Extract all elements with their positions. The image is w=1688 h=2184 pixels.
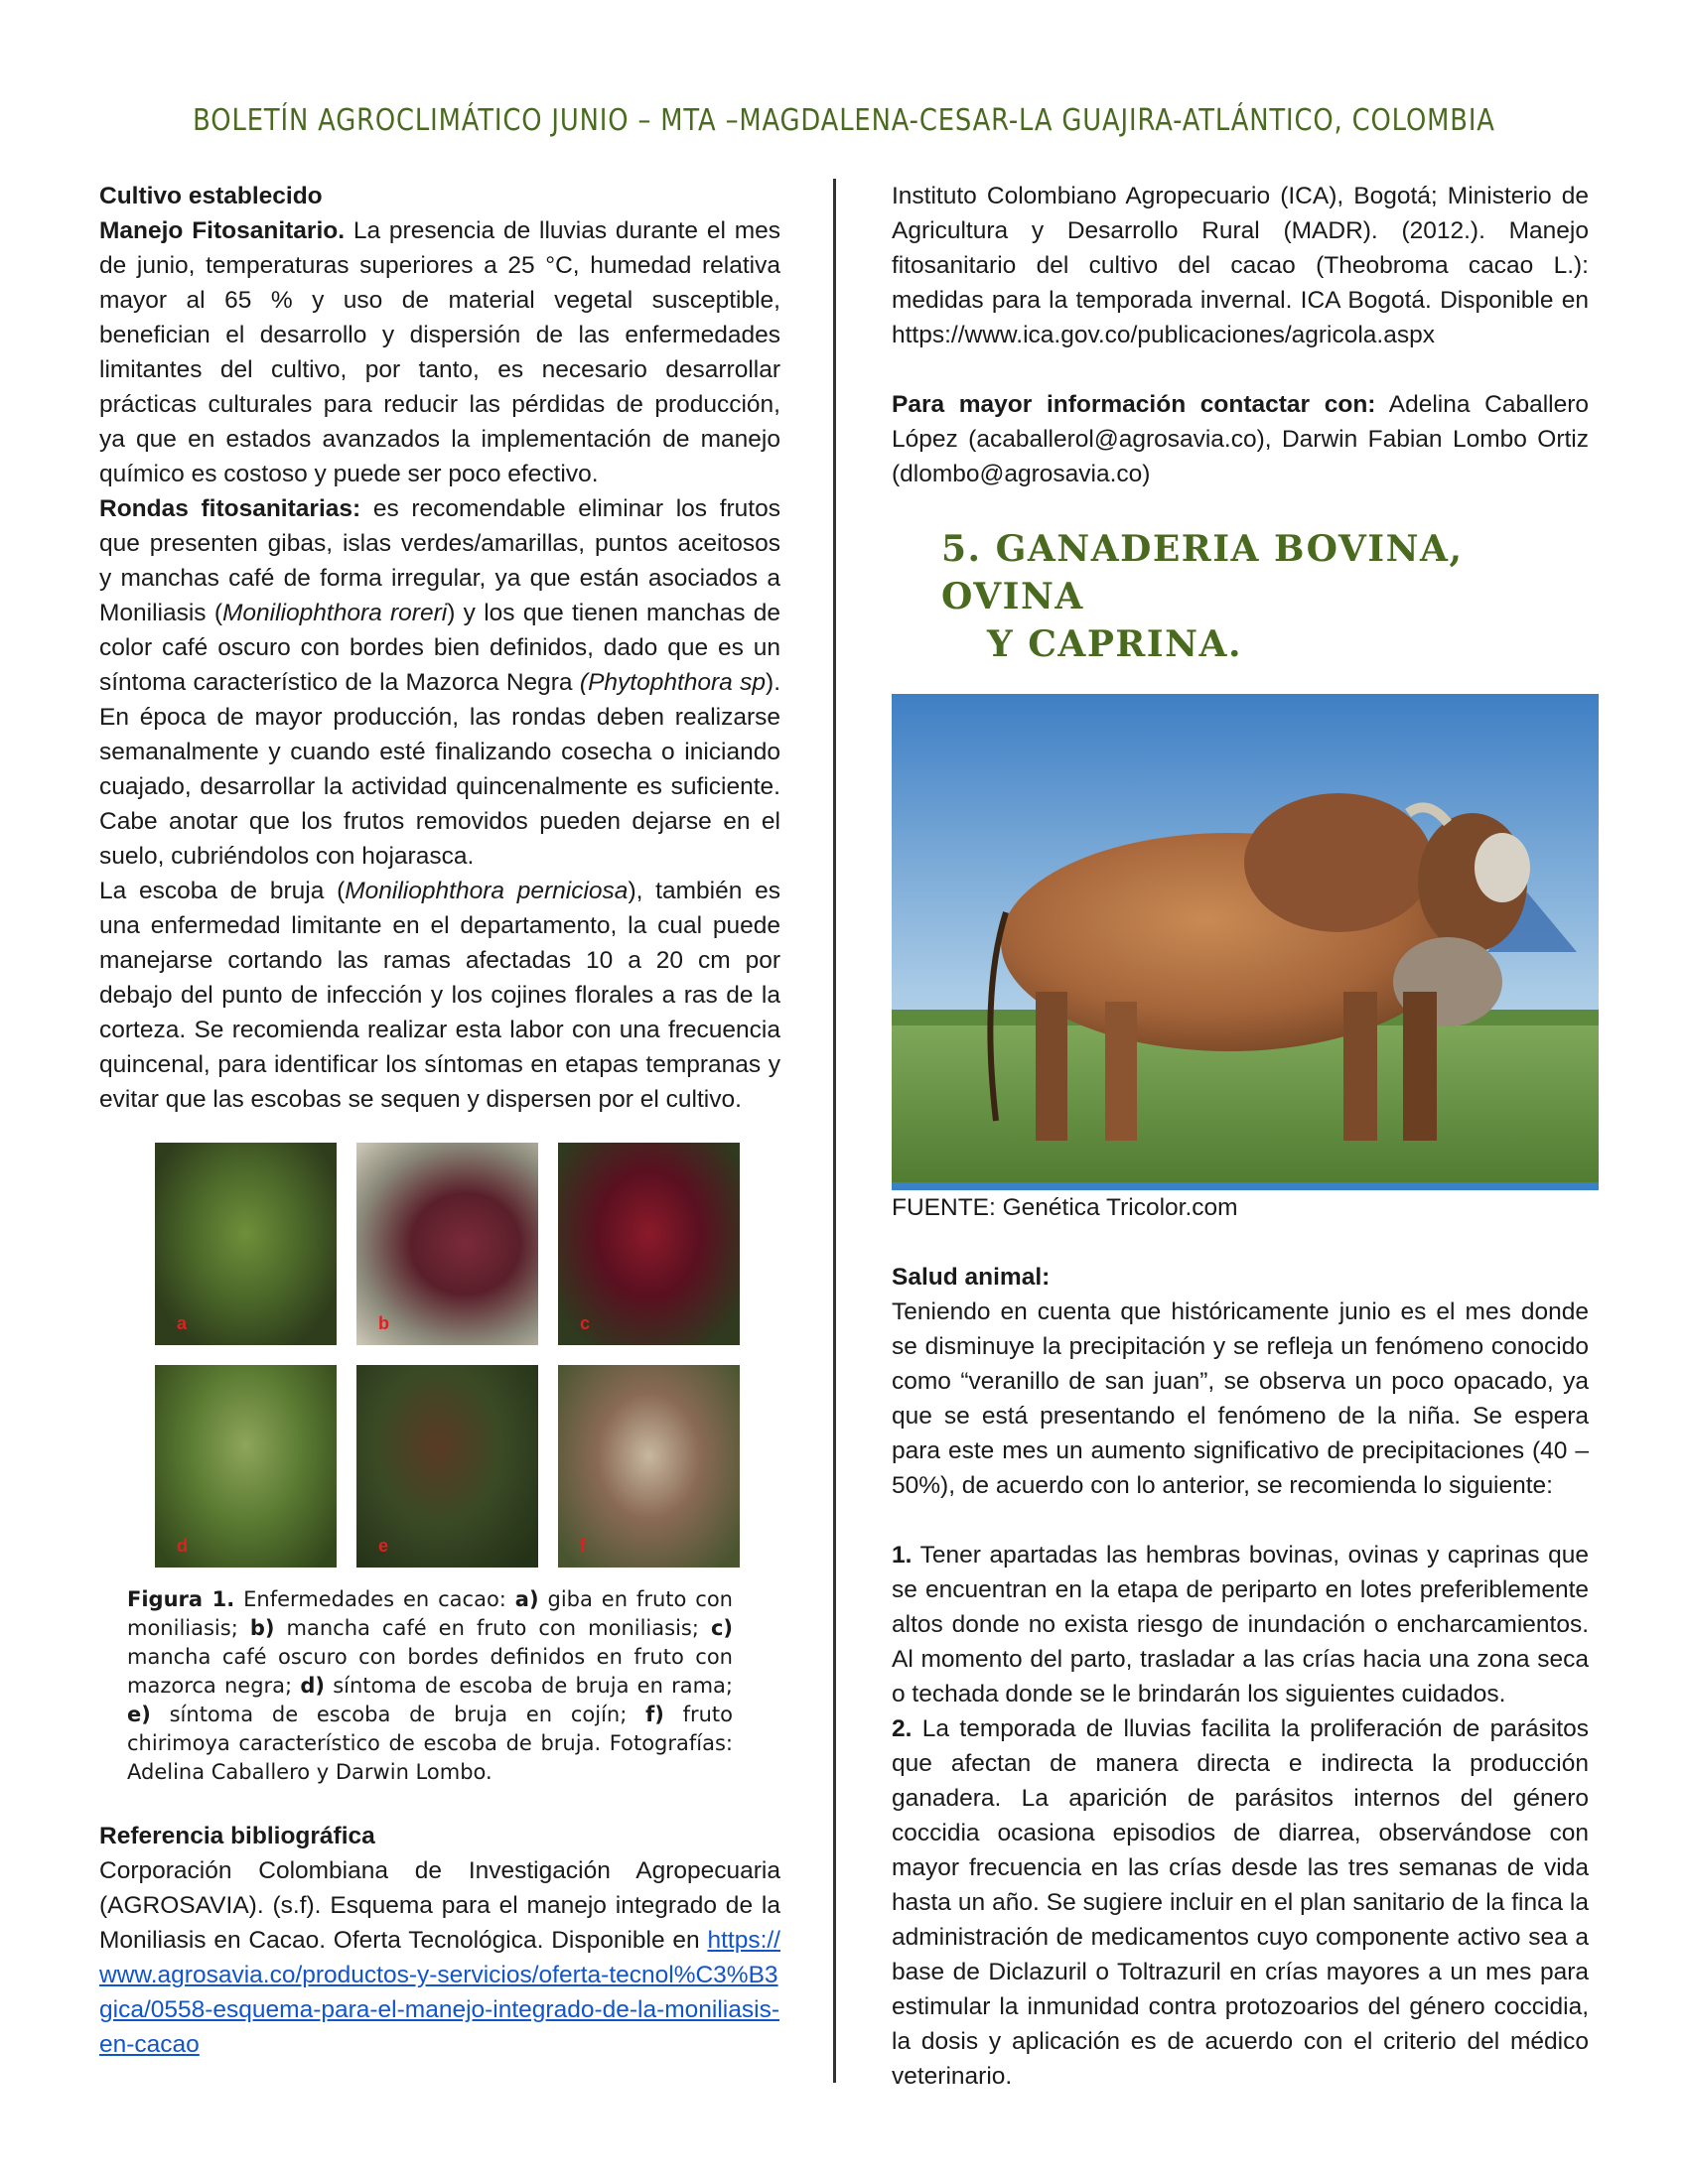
photo-letter: c (580, 1313, 591, 1333)
paragraph-manejo (99, 213, 780, 491)
caption-text: mancha café en fruto con moniliasis; (274, 1616, 711, 1640)
section-heading: Cultivo establecido (99, 183, 323, 209)
caption-text: Enfermedades en cacao: (234, 1587, 515, 1611)
contact-label: Para mayor información contactar con: (892, 391, 1376, 418)
photo-escoba-cojin (356, 1365, 538, 1568)
item-number: 2. (892, 1715, 913, 1742)
paragraph-text: La presencia de lluvias durante el mes de junio, temperaturas superiores a 25 °C, humedad relativa mayor al 65 % y uso de material vegetal susceptible, benefician el desarrollo y dispersión de las enfermedades limitantes del cultivo, por tanto, es necesario desarrollar prácticas culturales para reducir las pérdidas de producción, ya que en estados avanzados la implementación de manejo químico es costoso y puede ser poco efectivo. (99, 217, 780, 487)
bull-illustration (892, 694, 1599, 1190)
column-divider (833, 179, 836, 2083)
caption-letter: c) (710, 1616, 734, 1640)
photo-mazorca-negra (558, 1143, 740, 1345)
caption-text: fruto chirimoya característico de escoba de bruja. Fotografías: Adelina Caballero y Darwin Lombo. (127, 1703, 733, 1784)
left-column (99, 179, 780, 2062)
paragraph-escoba (99, 874, 780, 1117)
health-intro: Teniendo en cuenta que históricamente junio es el mes donde se disminuye la precipitación y se refleja un fenómeno conocido como “veranillo de san juan”, se observa un poco opacado, ya que se está presentando el fenómeno de la niña. Se espera para este mes un aumento significativo de precipitaciones (40 – 50%), de acuerdo con lo anterior, se recomienda lo siguiente: (892, 1298, 1589, 1499)
photo-letter: a (177, 1313, 188, 1333)
spacer (892, 352, 1589, 387)
item-number: 1. (892, 1542, 913, 1569)
contact-text: Adelina Caballero López (acaballerol@agrosavia.co), Darwin Fabian Lombo Ortiz (dlombo@agrosavia.co) (892, 391, 1589, 487)
photo-letter: d (177, 1536, 188, 1556)
photo-letter: b (378, 1313, 389, 1333)
caption-text: síntoma de escoba de bruja en rama; (324, 1674, 733, 1698)
figure-1-grid (155, 1143, 741, 1568)
image-source: FUENTE: Genética Tricolor.com (892, 1194, 1238, 1221)
section-title-line: Y CAPRINA. (987, 623, 1243, 665)
contact-info (892, 387, 1589, 491)
caption-letter: a) (514, 1587, 539, 1611)
section-title (941, 525, 1589, 668)
photo-letter: e (378, 1536, 389, 1556)
reference-link[interactable]: https://www.agrosavia.co/productos-y-servicios/oferta-tecnol%C3%B3gica/0558-esquema-para-el-manejo-integrado-de-la-moniliasis-en-cacao (99, 1927, 780, 2058)
paragraph-text: es recomendable eliminar los frutos que presenten gibas, islas verdes/amarillas, puntos aceitosos y manchas café de forma irregular, ya que están asociados a Moniliasis ( (99, 495, 780, 626)
item-text: Tener apartadas las hembras bovinas, ovinas y caprinas que se encuentran en la etapa de periparto en lotes preferiblemente altos donde no exista riesgo de inundación o encharcamientos. Al momento del parto, trasladar a las crías hacia una zona seca o techada donde se le brindarán los siguientes cuidados. (892, 1542, 1589, 1707)
species-name: Moniliophthora perniciosa (345, 878, 629, 904)
spacer (892, 1503, 1589, 1538)
paragraph-label: Manejo Fitosanitario. (99, 217, 346, 244)
reference-ica: Instituto Colombiano Agropecuario (ICA), Bogotá; Ministerio de Agricultura y Desarrollo Rural (MADR). (2012.). Manejo fitosanitario del cultivo del cacao (Theobroma cacao L.): medidas para la temporada invernal. ICA Bogotá. Disponible en https://www.ica.gov.co/publicaciones/agricola.aspx (892, 183, 1589, 348)
section-title-line: 5. GANADERIA BOVINA, OVINA (941, 528, 1464, 617)
caption-letter: f) (645, 1703, 664, 1726)
photo-escoba-rama (155, 1365, 337, 1568)
paragraph-label: Rondas fitosanitarias: (99, 495, 361, 522)
recommendation-2 (892, 1711, 1589, 2094)
reference-heading: Referencia bibliográfica (99, 1823, 375, 1849)
right-column (892, 179, 1589, 2094)
paragraph-text: La escoba de bruja ( (99, 878, 346, 904)
reference-text: Corporación Colombiana de Investigación Agropecuaria (AGROSAVIA). (s.f). Esquema para el manejo integrado de la Moniliasis en Cacao. Oferta Tecnológica. Disponible en (99, 1857, 780, 1954)
bull-photo (892, 694, 1599, 1190)
photo-chirimoya (558, 1365, 740, 1568)
health-heading: Salud animal: (892, 1264, 1051, 1291)
page-header: BOLETÍN AGROCLIMÁTICO JUNIO – MTA –MAGDALENA-CESAR-LA GUAJIRA-ATLÁNTICO, COLOMBIA (193, 103, 1495, 138)
item-text: La temporada de lluvias facilita la proliferación de parásitos que afectan de manera directa e indirecta la producción ganadera. La aparición de parásitos internos del género coccidia ocasiona episodios de diarrea, observándose con mayor frecuencia en las crías desde las tres semanas de vida hasta un año. Se sugiere incluir en el plan sanitario de la finca la administración de medicamentos cuyo componente activo sea a base de Diclazuril o Toltrazuril en crías mayores a un mes para estimular la inmunidad contra protozoarios del género coccidia, la dosis y aplicación es de acuerdo con el criterio del médico veterinario. (892, 1715, 1589, 2090)
caption-text: giba en fruto con moniliasis; (127, 1587, 733, 1640)
photo-mancha-cafe (356, 1143, 538, 1345)
recommendation-1 (892, 1538, 1589, 1711)
reference-entry (99, 1853, 780, 2062)
paragraph-text: ) y los que tienen manchas de color café oscuro con bordes bien definidos, dado que es un síntoma característico de la Mazorca Negra (99, 600, 780, 696)
paragraph-text: ), también es una enfermedad limitante en el departamento, la cual puede manejarse cortando las ramas afectadas 10 a 20 cm por debajo del punto de infección y los cojines florales a ras de la corteza. Se recomienda realizar esta labor con una frecuencia quincenal, para identificar los síntomas en etapas tempranas y evitar que las escobas se sequen y dispersen por el cultivo. (99, 878, 780, 1113)
paragraph-rondas (99, 491, 780, 874)
spacer (892, 1225, 1589, 1260)
photo-letter: f (580, 1536, 586, 1556)
paragraph-text: ). En época de mayor producción, las rondas deben realizarse semanalmente y cuando esté finalizando cosecha o iniciando cuajado, desarrollar la actividad quincenalmente es suficiente. Cabe anotar que los frutos removidos pueden dejarse en el suelo, cubriéndolos con hojarasca. (99, 669, 780, 870)
photo-giba (155, 1143, 337, 1345)
caption-letter: d) (300, 1674, 325, 1698)
caption-text: mancha café oscuro con bordes definidos en fruto con mazorca negra; (127, 1645, 733, 1698)
caption-text: síntoma de escoba de bruja en cojín; (150, 1703, 646, 1726)
figure-caption (127, 1585, 733, 1787)
caption-label: Figura 1. (127, 1587, 235, 1611)
caption-letter: b) (249, 1616, 275, 1640)
species-name: (Phytophthora sp (579, 669, 767, 696)
caption-letter: e) (127, 1703, 151, 1726)
species-name: Moniliophthora roreri (222, 600, 448, 626)
